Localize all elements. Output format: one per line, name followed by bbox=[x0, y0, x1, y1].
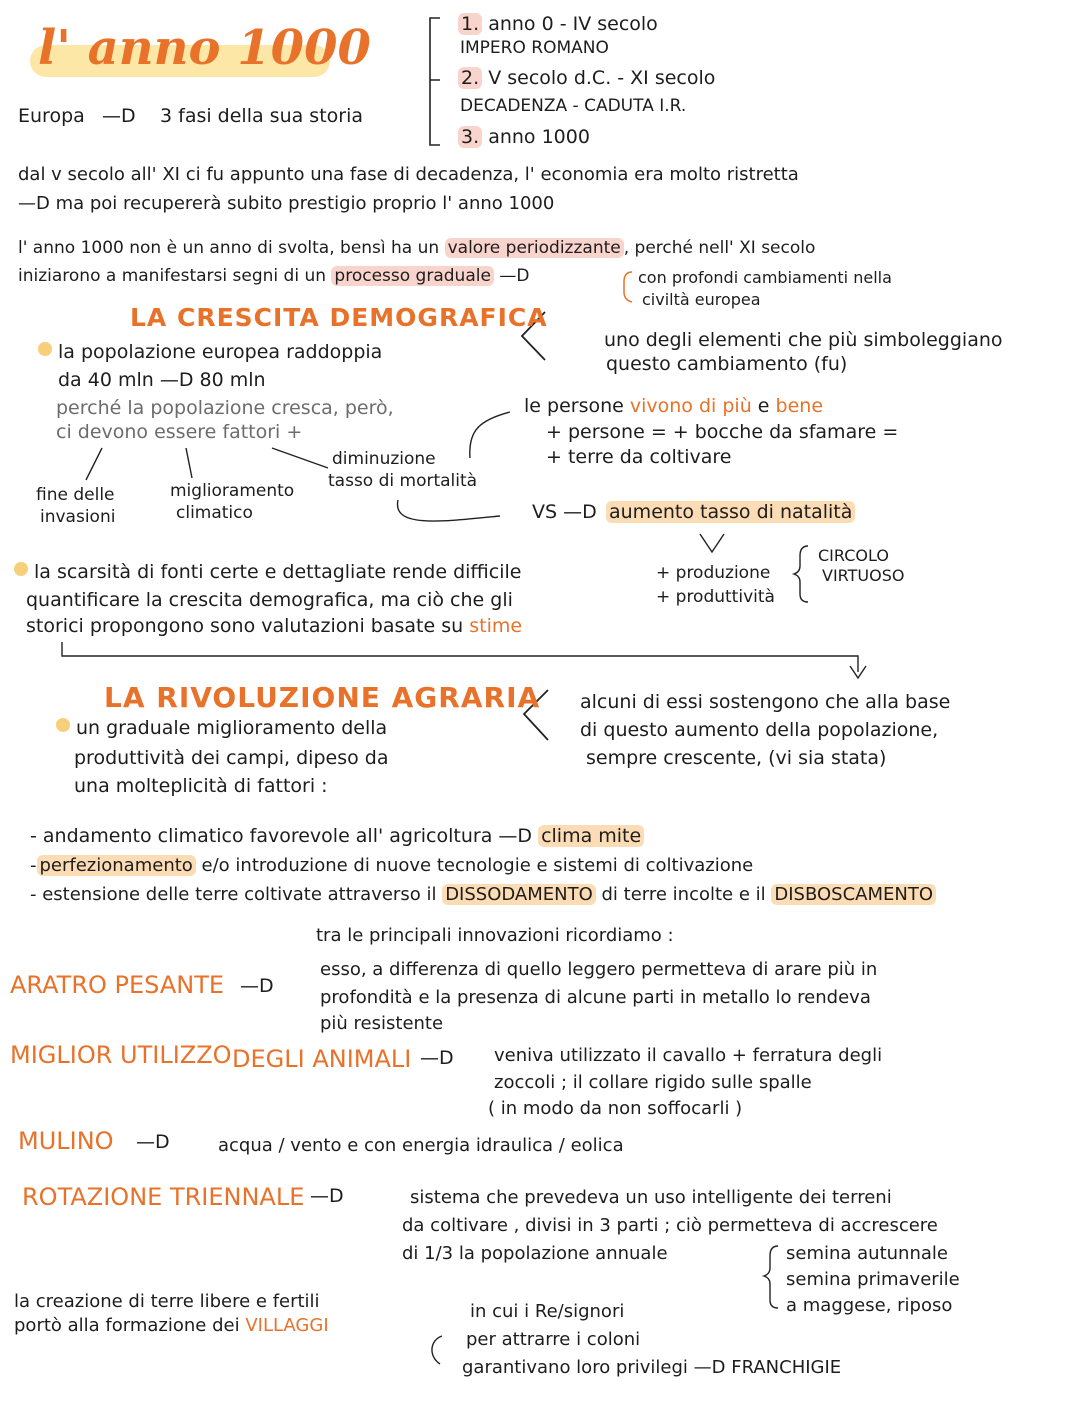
factor1-1: fine delle bbox=[36, 485, 115, 505]
list-0-a: - andamento climatico favorevole all' agricoltura —D bbox=[30, 825, 533, 847]
bullet-dot bbox=[38, 342, 52, 356]
natalita bbox=[606, 500, 855, 524]
crescita-gray-1: perché la popolazione cresca, però, bbox=[56, 397, 394, 419]
disboscamento: DISBOSCAMENTO bbox=[771, 884, 936, 905]
phase-1-num: 1. bbox=[458, 13, 482, 35]
natalita-highlight: aumento tasso di natalità bbox=[606, 501, 855, 523]
svolta-line1-a: l' anno 1000 non è un anno di svolta, bensì ha un bbox=[18, 238, 440, 258]
rivoluzione-side-2: di questo aumento della popolazione, bbox=[580, 719, 939, 741]
factor2-2: climatico bbox=[176, 503, 253, 523]
dissodamento: DISSODAMENTO bbox=[442, 884, 596, 905]
phase-3 bbox=[458, 125, 590, 149]
vs-label: VS —D bbox=[532, 501, 597, 523]
factor3-2: tasso di mortalità bbox=[328, 471, 478, 491]
villaggi-right-3: garantivano loro privilegi —D FRANCHIGIE bbox=[462, 1357, 842, 1378]
rivoluzione-side-3: sempre crescente, (vi sia stata) bbox=[586, 747, 887, 769]
phase-2 bbox=[458, 66, 715, 90]
clima-mite: clima mite bbox=[538, 825, 644, 847]
crescita-side-2: questo cambiamento (fu) bbox=[606, 353, 848, 375]
prod-1: + produzione bbox=[656, 563, 771, 583]
page-title: l' anno 1000 bbox=[38, 20, 371, 76]
factor-list-item bbox=[30, 883, 936, 907]
crescita-bullet2-2: quantificare la crescita demografica, ma ciò che gli bbox=[26, 589, 513, 611]
villaggi-line-1: la creazione di terre libere e fertili bbox=[14, 1291, 320, 1312]
phase-1-line1: anno 0 - IV secolo bbox=[488, 13, 658, 35]
rotazione-arrow: —D bbox=[310, 1185, 344, 1207]
right-1c: e bbox=[757, 395, 770, 417]
bullet-dot bbox=[56, 718, 70, 732]
crescita-bullet2-1: la scarsità di fonti certe e dettagliate rende difficile bbox=[34, 561, 522, 583]
right-1b: vivono di più bbox=[629, 395, 752, 417]
processo-graduale: processo graduale bbox=[331, 266, 494, 286]
aratro-text-2: profondità e la presenza di alcune parti in metallo lo rendeva bbox=[320, 987, 871, 1008]
semina-3: a maggese, riposo bbox=[786, 1295, 953, 1316]
circolo-1: CIRCOLO bbox=[818, 546, 889, 565]
circolo-2: VIRTUOSO bbox=[822, 566, 905, 585]
rotazione-text-2: da coltivare , divisi in 3 parti ; ciò permetteva di accrescere bbox=[402, 1215, 938, 1236]
arrow-text: —D bbox=[102, 105, 136, 127]
villaggi-right-2: per attrarre i coloni bbox=[466, 1329, 641, 1350]
aratro-label: ARATRO PESANTE bbox=[10, 971, 225, 999]
crescita-heading: LA CRESCITA DEMOGRAFICA bbox=[130, 303, 548, 332]
innovazioni-intro: tra le principali innovazioni ricordiamo : bbox=[316, 925, 674, 946]
crescita-gray-2: ci devono essere fattori + bbox=[56, 421, 303, 443]
animali-arrow: —D bbox=[420, 1047, 454, 1069]
bullet2-3a: storici propongono sono valutazioni basate su bbox=[26, 615, 464, 637]
list-2-a: - estensione delle terre coltivate attraverso il bbox=[30, 884, 437, 905]
animali-text-1: veniva utilizzato il cavallo + ferratura degli bbox=[494, 1045, 883, 1066]
phase-1-line2: IMPERO ROMANO bbox=[460, 38, 609, 58]
crescita-right-2: + persone = + bocche da sfamare = bbox=[546, 421, 899, 443]
aratro-arrow: —D bbox=[240, 975, 274, 997]
phase-3-num: 3. bbox=[458, 126, 482, 148]
factor2-1: miglioramento bbox=[170, 481, 295, 501]
stime: stime bbox=[469, 615, 523, 637]
villaggi-word: VILLAGGI bbox=[245, 1315, 329, 1336]
villaggi-line-2 bbox=[14, 1314, 329, 1338]
perfezionamento: perfezionamento bbox=[37, 855, 196, 876]
list-2-b: di terre incolte e il bbox=[601, 884, 766, 905]
crescita-bullet2-3 bbox=[26, 614, 522, 638]
svolta-line1-b: , perché nell' XI secolo bbox=[623, 238, 816, 258]
factor3-1: diminuzione bbox=[332, 449, 436, 469]
rivoluzione-heading: LA RIVOLUZIONE AGRARIA bbox=[104, 681, 541, 714]
crescita-right-3: + terre da coltivare bbox=[546, 446, 732, 468]
fasi-label: 3 fasi della sua storia bbox=[160, 105, 363, 127]
valore-periodizzante: valore periodizzante bbox=[445, 238, 624, 258]
villaggi-right-1: in cui i Re/signori bbox=[470, 1301, 625, 1322]
svolta-line2-a: iniziarono a manifestarsi segni di un bbox=[18, 266, 327, 286]
factor1-2: invasioni bbox=[40, 507, 116, 527]
phase-3-line1: anno 1000 bbox=[488, 126, 590, 148]
aratro-text-1: esso, a differenza di quello leggero permetteva di arare più in bbox=[320, 959, 878, 980]
right-1d: bene bbox=[775, 395, 824, 417]
rotazione-label: ROTAZIONE TRIENNALE bbox=[22, 1183, 305, 1211]
brace-text-1: con profondi cambiamenti nella bbox=[638, 268, 892, 287]
crescita-right-1 bbox=[524, 394, 823, 418]
crescita-side-1: uno degli elementi che più simboleggiano bbox=[604, 329, 1003, 351]
crescita-bullet1-2: da 40 mln —D 80 mln bbox=[58, 369, 266, 391]
factor-list-item bbox=[30, 824, 644, 848]
rivoluzione-bullet-2: produttività dei campi, dipeso da bbox=[74, 747, 389, 769]
animali-label-a: MIGLIOR UTILIZZO bbox=[10, 1041, 232, 1069]
decadenza-line1: dal v secolo all' XI ci fu appunto una fase di decadenza, l' economia era molto ristretta bbox=[18, 164, 799, 185]
phase-1 bbox=[458, 12, 658, 36]
bullet-dot bbox=[14, 562, 28, 576]
animali-text-3: ( in modo da non soffocarli ) bbox=[488, 1098, 743, 1119]
semina-1: semina autunnale bbox=[786, 1243, 948, 1264]
europa-label: Europa bbox=[18, 105, 85, 127]
rivoluzione-bullet-3: una molteplicità di fattori : bbox=[74, 775, 328, 797]
right-1a: le persone bbox=[524, 395, 624, 417]
mulino-text: acqua / vento e con energia idraulica / eolica bbox=[218, 1135, 624, 1156]
rotazione-text-3: di 1/3 la popolazione annuale bbox=[402, 1243, 668, 1264]
mulino-label: MULINO bbox=[18, 1127, 114, 1155]
animali-label-b: DEGLI ANIMALI bbox=[232, 1045, 412, 1073]
list-1-b: e/o introduzione di nuove tecnologie e sistemi di coltivazione bbox=[201, 855, 754, 876]
brace-text-2: civiltà europea bbox=[642, 290, 761, 309]
animali-text-2: zoccoli ; il collare rigido sulle spalle bbox=[494, 1072, 812, 1093]
rotazione-text-1: sistema che prevedeva un uso intelligente dei terreni bbox=[410, 1187, 892, 1208]
phase-2-line1: V secolo d.C. - XI secolo bbox=[488, 67, 716, 89]
decadenza-line2: —D ma poi recupererà subito prestigio proprio l' anno 1000 bbox=[18, 193, 555, 214]
prod-2: + produttività bbox=[656, 587, 775, 607]
rivoluzione-bullet-1: un graduale miglioramento della bbox=[76, 717, 388, 739]
mulino-arrow: —D bbox=[136, 1131, 170, 1153]
phase-2-num: 2. bbox=[458, 67, 482, 89]
aratro-text-3: più resistente bbox=[320, 1013, 444, 1034]
svolta-arrow: —D bbox=[499, 266, 530, 286]
list-1-a: - bbox=[30, 855, 37, 876]
factor-list-item bbox=[30, 854, 753, 878]
phase-2-line2: DECADENZA - CADUTA I.R. bbox=[460, 96, 687, 116]
villaggi-2a: portò alla formazione dei bbox=[14, 1315, 240, 1336]
semina-2: semina primaverile bbox=[786, 1269, 960, 1290]
svolta-line1 bbox=[18, 236, 815, 260]
crescita-bullet1-1: la popolazione europea raddoppia bbox=[58, 341, 383, 363]
rivoluzione-side-1: alcuni di essi sostengono che alla base bbox=[580, 691, 951, 713]
svolta-line2 bbox=[18, 264, 529, 288]
